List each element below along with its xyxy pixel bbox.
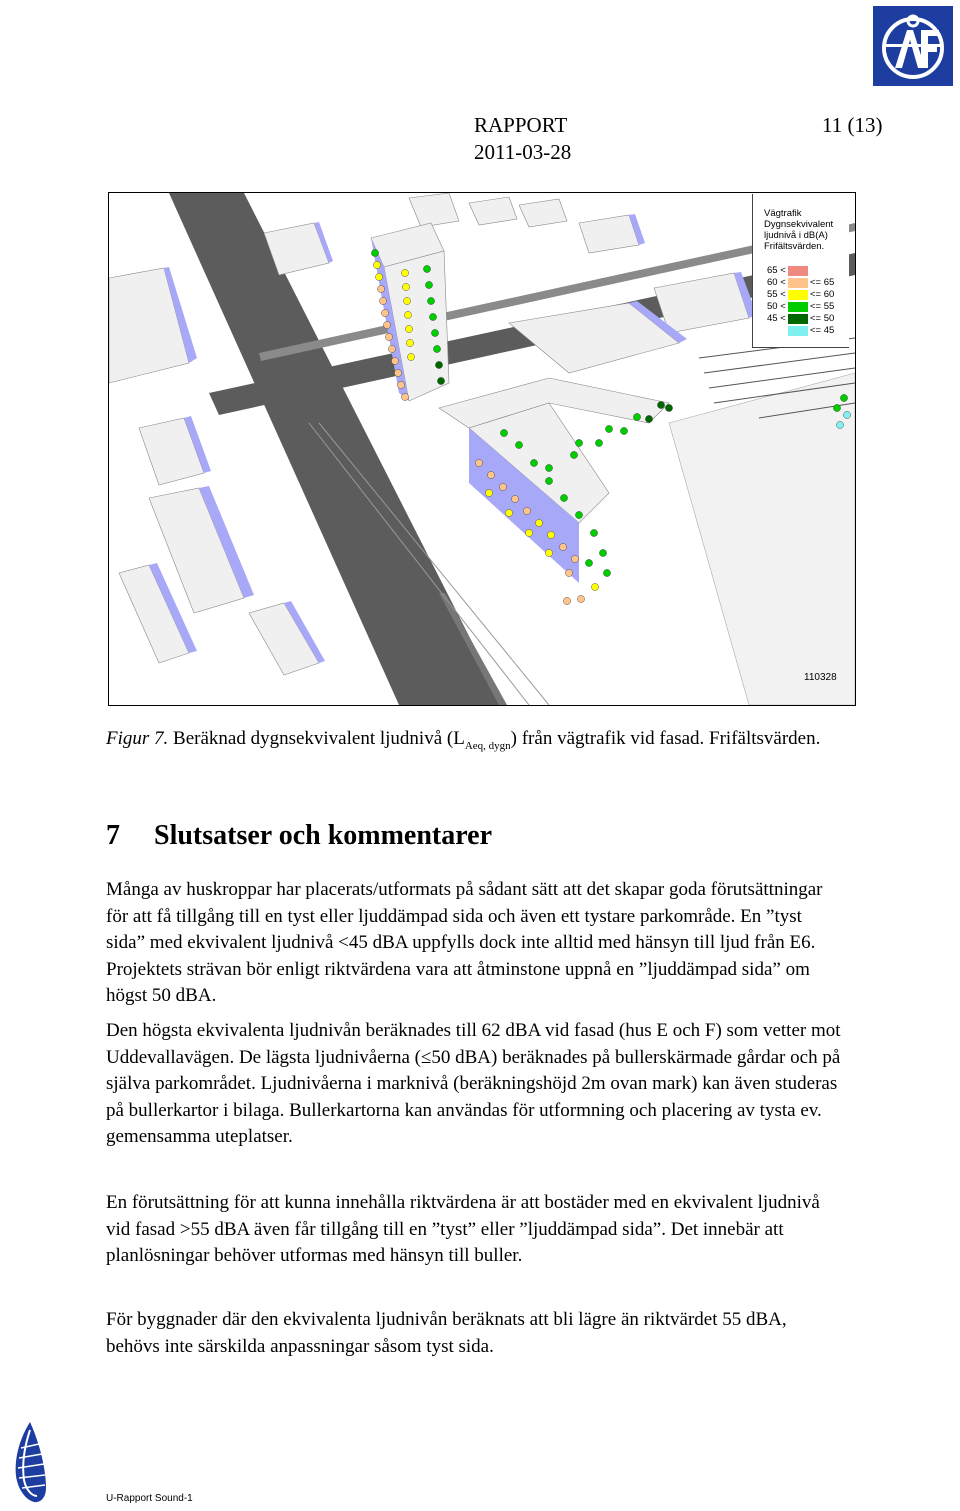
legend-range-from: 50 < xyxy=(767,301,786,312)
figure-caption xyxy=(106,726,826,759)
report-date: 2011-03-28 xyxy=(474,140,572,164)
legend-range-from: 55 < xyxy=(767,289,786,300)
legend-swatch xyxy=(788,278,808,288)
legend-range-to: <= 50 xyxy=(810,313,835,324)
legend-swatch xyxy=(788,290,808,300)
body-paragraph: Den högsta ekvivalenta ljudnivån beräknades till 62 dBA vid fasad (hus E och F) som vetter mot Uddevallavägen. De lägsta ljudnivåerna (≤50 dBA) beräknades på bullerskärmade gårdar och på själva parkområdet. Ljudnivåerna i marknivå (beräkningshöjd 2m ovan mark) kan även studeras på bullerkartor i bilaga. Bullerkartorna kan användas för utformning och placering av tysta ev. gemensamma uteplatser. xyxy=(106,1020,841,1147)
section-number: 7 xyxy=(106,820,120,851)
body-paragraph: Många av huskroppar har placerats/utformats på sådant sätt att det skapar goda förutsättningar för att få tillgång till en tyst eller ljuddämpad sida och även ett tystare parkområde. En ”tyst sida” med ekvivalent ljudnivå <45 dBA uppfylls dock inte alltid med hänsyn till ljud från E6. Projektets strävan bör enligt riktvärdena vara att åtminstone uppnå en ”ljuddämpad sida” om högst 50 dBA. xyxy=(106,879,823,1006)
report-label: RAPPORT xyxy=(474,113,568,137)
legend-row xyxy=(753,265,849,277)
caption-text: Beräknad dygnsekvivalent ljudnivå (L xyxy=(168,728,465,749)
caption-subscript: Aeq, dygn xyxy=(464,739,511,752)
legend-range-to: <= 45 xyxy=(810,325,835,336)
legend-row xyxy=(753,325,849,337)
legend-range-to: <= 60 xyxy=(810,289,835,300)
body-paragraph: En förutsättning för att kunna innehålla riktvärdena är att bostäder med en ekvivalent ljudnivå vid fasad >55 dBA även får tillgång till en ”tyst” eller ”ljuddämpad sida”. Det innebär att planlösningar behöver utformas med hänsyn till buller. xyxy=(106,1192,820,1266)
legend-title-line: Frifältsvärden. xyxy=(764,241,825,252)
legend-range-from: 65 < xyxy=(767,265,786,276)
page-number: 11 (13) xyxy=(822,113,883,137)
legend-title-line: Dygnsekvivalent xyxy=(764,219,834,230)
noise-legend xyxy=(752,194,849,348)
legend-range-from: 45 < xyxy=(767,313,786,324)
legend-swatch xyxy=(788,302,808,312)
legend-title xyxy=(764,208,854,252)
legend-swatch xyxy=(788,266,808,276)
footer-text: U-Rapport Sound-1 xyxy=(106,1493,193,1504)
noise-model-rendering xyxy=(109,193,855,705)
noise-model-figure xyxy=(108,192,856,706)
main-road xyxy=(169,193,504,705)
legend-row xyxy=(753,277,849,289)
legend-range-to: <= 55 xyxy=(810,301,835,312)
legend-row xyxy=(753,301,849,313)
legend-range-to: <= 65 xyxy=(810,277,835,288)
caption-text: ) från vägtrafik vid fasad. Frifältsvärden. xyxy=(510,728,821,749)
l-shaped-building xyxy=(439,378,669,583)
shell-logo xyxy=(10,1418,52,1506)
legend-row xyxy=(753,313,849,325)
figure-id: 110328 xyxy=(804,672,837,683)
legend-title-line: Vägtrafik xyxy=(764,208,802,219)
af-logo xyxy=(873,6,953,86)
legend-swatch xyxy=(788,314,808,324)
legend-row xyxy=(753,289,849,301)
section-heading xyxy=(106,820,492,852)
body-paragraph: För byggnader där den ekvivalenta ljudnivån beräknats att bli lägre än riktvärdet 55 dBA, behövs inte särskilda anpassningar såsom tyst sida. xyxy=(106,1309,787,1357)
section-title: Slutsatser och kommentarer xyxy=(154,820,493,851)
legend-range-from: 60 < xyxy=(767,277,786,288)
legend-title-line: ljudnivå i dB(A) xyxy=(764,230,828,241)
legend-swatch xyxy=(788,326,808,336)
figure-label: Figur 7. xyxy=(106,728,169,749)
